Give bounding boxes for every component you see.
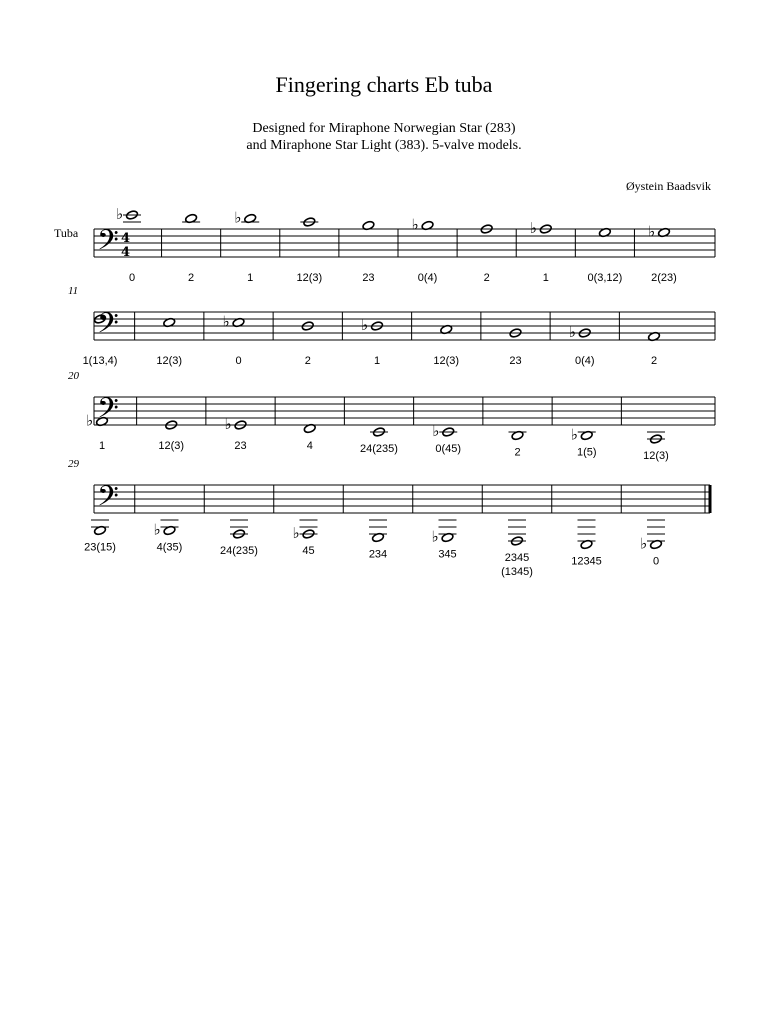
note: [293, 520, 318, 557]
measure-number: 29: [68, 458, 79, 470]
note: [569, 323, 595, 367]
fingering-label: 1(13,4): [82, 355, 118, 367]
staff-system: [68, 370, 715, 462]
fingering-label: 4(35): [156, 541, 183, 554]
fingering-label: 2: [483, 272, 490, 284]
flat-icon: ♭: [411, 215, 419, 234]
fingering-label: 12(3): [296, 272, 323, 284]
page-title: Fingering charts Eb tuba: [275, 72, 493, 97]
fingering-label: 1: [542, 272, 549, 284]
note: [640, 520, 665, 568]
measure-number: 11: [68, 285, 79, 297]
staff-system: [68, 458, 710, 578]
staff-system: [68, 285, 715, 367]
fingering-label: 1: [247, 272, 254, 284]
note: [509, 328, 522, 367]
subtitle-line-1: Designed for Miraphone Norwegian Star (283): [252, 121, 516, 136]
note: [433, 324, 459, 367]
flat-icon: ♭: [222, 312, 230, 331]
note: [156, 317, 182, 367]
flat-icon: ♭: [529, 219, 537, 237]
bass-clef-icon: 𝄢: [97, 307, 119, 347]
fingering-label: 0: [128, 272, 136, 284]
fingering-label: 0: [652, 555, 660, 568]
fingering-label: 2: [304, 355, 311, 367]
fingering-label: 12(3): [643, 450, 669, 462]
note: [571, 426, 597, 459]
flat-icon: ♭: [568, 323, 576, 341]
subtitle-line-2: and Miraphone Star Light (383). 5-valve models.: [246, 138, 522, 153]
fingering-label: 0(45): [435, 443, 462, 455]
note: [509, 430, 527, 458]
fingering-label: 2345: [504, 552, 530, 564]
fingering-label: 0(3,12): [587, 272, 623, 284]
fingering-label: 23: [234, 440, 247, 452]
fingering-label: 23: [362, 272, 375, 284]
fingering-label: 24(235): [360, 443, 398, 455]
flat-icon: ♭: [432, 422, 440, 440]
note: [432, 422, 461, 455]
note: [648, 223, 677, 285]
note: [501, 520, 533, 578]
flat-icon: ♭: [361, 316, 369, 334]
fingering-label: 12(3): [158, 440, 185, 452]
flat-icon: ♭: [431, 527, 439, 546]
measure-number: 20: [68, 370, 79, 382]
instrument-name: Tuba: [54, 226, 79, 240]
note: [369, 520, 387, 561]
fingering-alt-label: (1345): [501, 566, 533, 578]
flat-icon: ♭: [153, 520, 161, 539]
bass-clef-icon: 𝄢: [97, 480, 119, 520]
note: [648, 331, 661, 367]
fingering-label: 0(4): [417, 272, 438, 284]
fingering-label: 2(23): [651, 272, 677, 284]
fingering-label: 4: [306, 440, 313, 452]
flat-icon: ♭: [570, 425, 578, 444]
note: [362, 220, 375, 284]
note: [220, 520, 258, 557]
note: [154, 520, 183, 554]
fingering-label: 234: [368, 548, 388, 561]
bass-clef-icon: 𝄢: [97, 392, 119, 432]
note: [234, 209, 259, 285]
note: [643, 432, 669, 462]
flat-icon: ♭: [292, 524, 300, 542]
fingering-label: 12345: [571, 555, 602, 568]
note: [84, 520, 116, 554]
flat-icon: ♭: [116, 205, 124, 223]
note: [301, 321, 314, 367]
fingering-label: 23(15): [84, 541, 116, 554]
note: [303, 423, 316, 452]
fingering-label: 345: [438, 548, 457, 561]
flat-icon: ♭: [640, 534, 648, 553]
note: [571, 520, 602, 568]
time-signature-denominator: 4: [121, 245, 131, 260]
flat-icon: ♭: [234, 208, 242, 227]
fingering-label: 12(3): [156, 355, 183, 367]
flat-icon: ♭: [648, 222, 656, 241]
fingering-label: 0(4): [574, 355, 595, 367]
fingering-label: 2: [514, 446, 521, 459]
note: [432, 520, 457, 561]
staff-system: [94, 205, 715, 284]
fingering-label: 12(3): [433, 355, 460, 367]
fingering-label: 45: [302, 545, 315, 557]
note: [225, 415, 247, 452]
fingering-label: 1: [373, 355, 381, 367]
fingering-label: 0: [235, 355, 242, 367]
flat-icon: ♭: [224, 415, 232, 433]
fingering-label: 24(235): [220, 545, 258, 557]
fingering-label: 2: [188, 272, 195, 284]
time-signature-numerator: 4: [121, 231, 131, 246]
composer-name: Øystein Baadsvik: [626, 179, 711, 193]
bass-clef-icon: 𝄢: [97, 224, 119, 264]
fingering-label: 1: [98, 440, 106, 452]
flat-icon: ♭: [86, 411, 94, 430]
fingering-label: 23: [509, 355, 522, 367]
fingering-label: 1(5): [576, 446, 597, 459]
note: [360, 427, 398, 455]
note: [361, 316, 383, 367]
note: [182, 213, 200, 284]
fingering-label: 2: [650, 355, 658, 367]
note: [480, 224, 493, 284]
